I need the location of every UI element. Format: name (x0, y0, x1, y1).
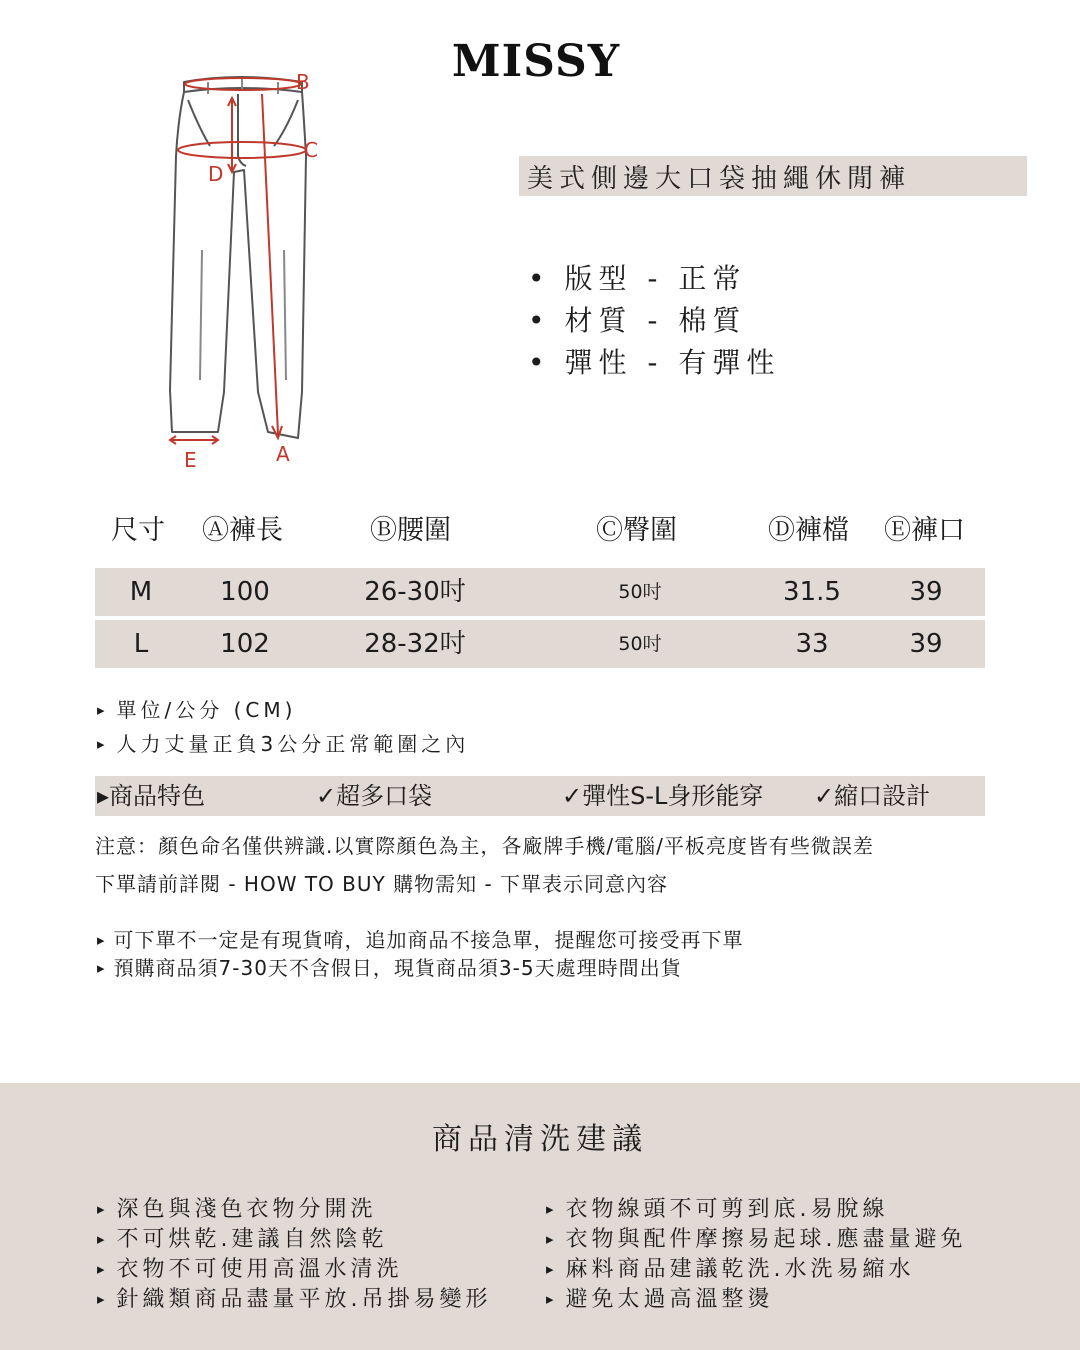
feature-bar (95, 776, 985, 816)
order-note-stock: ▸ 可下單不一定是有現貨唷，追加商品不接急單，提醒您可接受再下單 (97, 924, 744, 953)
header-waist: Ⓑ腰圍 (370, 515, 451, 546)
feature-item: ✓彈性S-L身形能穿 (562, 782, 764, 810)
wash-tip: ▸ 深色與淺色衣物分開洗 (97, 1192, 377, 1223)
note-tolerance: ▸ 人力丈量正負3公分正常範圍之內 (97, 728, 469, 757)
cell-rise: 31.5 (783, 577, 841, 607)
cell-length: 102 (220, 629, 270, 659)
pants-measurement-diagram (150, 60, 350, 480)
spec-fit: • 版型 - 正常 (528, 258, 780, 300)
spec-list (528, 258, 780, 384)
wash-tip: ▸ 衣物與配件摩擦易起球.應盡量避免 (546, 1222, 967, 1253)
spec-stretch: • 彈性 - 有彈性 (528, 342, 780, 384)
diagram-label-a: A (276, 442, 290, 466)
cell-hip: 50吋 (618, 633, 662, 655)
product-title-bar (519, 156, 1027, 196)
cell-size: M (129, 577, 153, 607)
header-rise: Ⓓ褲檔 (768, 515, 849, 546)
cell-hem: 39 (909, 577, 943, 607)
header-hem: Ⓔ褲口 (884, 515, 965, 546)
feature-label: ▸商品特色 (97, 782, 206, 810)
table-row-m (95, 568, 985, 616)
feature-item: ✓超多口袋 (316, 782, 433, 810)
cell-length: 100 (220, 577, 270, 607)
product-title: 美式側邊大口袋抽繩休閒褲 (527, 164, 912, 194)
table-row-l (95, 620, 985, 668)
cell-hip: 50吋 (618, 581, 662, 603)
feature-item: ✓縮口設計 (814, 782, 931, 810)
diagram-label-d: D (208, 162, 224, 186)
cell-rise: 33 (795, 629, 829, 659)
spec-material: • 材質 - 棉質 (528, 300, 780, 342)
cell-waist: 28-32吋 (364, 629, 466, 659)
header-size: 尺寸 (111, 515, 165, 546)
notice-color: 注意：顏色命名僅供辨識.以實際顏色為主，各廠牌手機/電腦/平板亮度皆有些微誤差 (95, 834, 874, 858)
brand-logo: MISSY (451, 36, 621, 87)
diagram-label-c: C (304, 138, 318, 162)
cell-waist: 26-30吋 (364, 577, 466, 607)
diagram-label-b: B (296, 70, 310, 94)
cell-size: L (133, 629, 149, 659)
wash-title: 商品清洗建議 (432, 1122, 648, 1157)
note-unit: ▸ 單位/公分 (CM) (97, 694, 296, 723)
diagram-label-e: E (184, 448, 197, 472)
wash-tip: ▸ 不可烘乾.建議自然陰乾 (97, 1222, 388, 1253)
order-note-preorder: ▸ 預購商品須7-30天不含假日，現貨商品須3-5天處理時間出貨 (97, 952, 682, 981)
header-length: Ⓐ褲長 (202, 515, 283, 546)
cell-hem: 39 (909, 629, 943, 659)
header-hip: Ⓒ臀圍 (596, 515, 677, 546)
wash-tip: ▸ 針織類商品盡量平放.吊掛易變形 (97, 1282, 492, 1313)
wash-tip: ▸ 麻料商品建議乾洗.水洗易縮水 (546, 1252, 915, 1283)
wash-tip: ▸ 衣物線頭不可剪到底.易脫線 (546, 1192, 889, 1223)
wash-tip: ▸ 避免太過高溫整燙 (546, 1282, 774, 1313)
wash-tip: ▸ 衣物不可使用高溫水清洗 (97, 1252, 403, 1283)
notice-how-to-buy: 下單請前詳閱 - HOW TO BUY 購物需知 - 下單表示同意內容 (95, 872, 669, 896)
